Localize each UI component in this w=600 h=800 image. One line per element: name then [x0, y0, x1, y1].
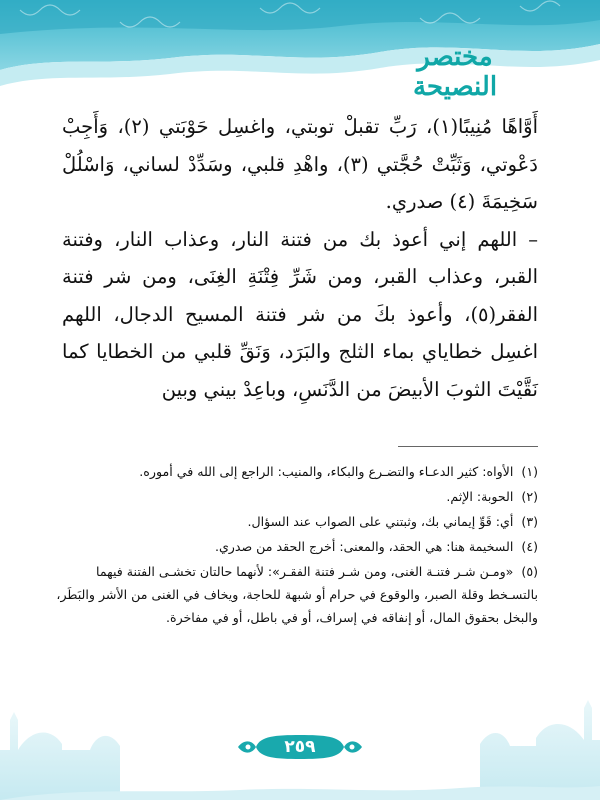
- page-number: ٢٥٩: [284, 737, 316, 757]
- footnote-2: [52, 485, 538, 508]
- footnote-number: (٤): [521, 539, 538, 554]
- footnote-number: (٢): [521, 489, 538, 504]
- footnote-3: [52, 510, 538, 533]
- footnote-5: [52, 560, 538, 629]
- footnote-1: [52, 460, 538, 483]
- footnote-text: السخيمة هنا: هي الحقد، والمعنى: أخرج الحقد من صدري.: [214, 539, 514, 554]
- page-number-ornament: [236, 732, 364, 762]
- footnote-number: (٥): [521, 564, 538, 579]
- footnote-divider: [398, 446, 538, 447]
- footnote-text: أي: قَوِّ إيماني بك، وثبتني على الصواب عند السؤال.: [247, 514, 514, 529]
- footnotes-section: [52, 460, 538, 631]
- paragraph-2: – اللهم إني أعوذ بك من فتنة النار، وعذاب النار، وفتنة القبر، وعذاب القبر، ومن شَرِّ فِتْنَةِ الغِنَى، ومن شر فتنة الفقر(٥)، وأعوذ بكَ من شر فتنة المسيح الدجال، اللهم اغسِل خطاياي بماء الثلج والبَرَد، وَنَقِّ قلبي من الخطايا كما نَقَّيْتَ الثوبَ الأبيضَ من الدَّنَسِ، وباعِدْ بيني وبين: [62, 227, 538, 401]
- footnote-text: الحوبة: الإثم.: [446, 489, 514, 504]
- main-text-block: [62, 108, 538, 408]
- footnote-number: (١): [521, 464, 538, 479]
- footnote-text: «ومـن شـر فتنـة الغنى، ومن شـر فتنة الفقـر»: لأنهما حالتان تخشـى الفتنة فيهما بالتسـخط وقلة الصبر، والوقوع في حرام أو شبهة للحاجة، ويخاف في الغنى من الأشر والبَطَر، والبخل بحقوق المال، أو إنفاقه في إسراف، أو في باطل، أو في مفاخرة.: [56, 564, 538, 625]
- footnote-text: الأواه: كثير الدعـاء والتضـرع والبكاء، والمنيب: الراجع إلى الله في أموره.: [139, 464, 514, 479]
- footnote-4: [52, 535, 538, 558]
- book-title-logo: مختصر النصيحة: [412, 42, 498, 102]
- footnote-number: (٣): [521, 514, 538, 529]
- paragraph-1: أَوَّاهًا مُنِيبًا(١)، رَبِّ تقبلْ توبتي، واغسِل حَوْبَتي (٢)، وَأَجِبْ دَعْوتي، وَثَبِّتْ حُجَّتي (٣)، واهْدِ قلبي، وسَدِّدْ لساني، وَاسْلُلْ سَخِيمَةَ (٤) صدري.: [62, 115, 538, 213]
